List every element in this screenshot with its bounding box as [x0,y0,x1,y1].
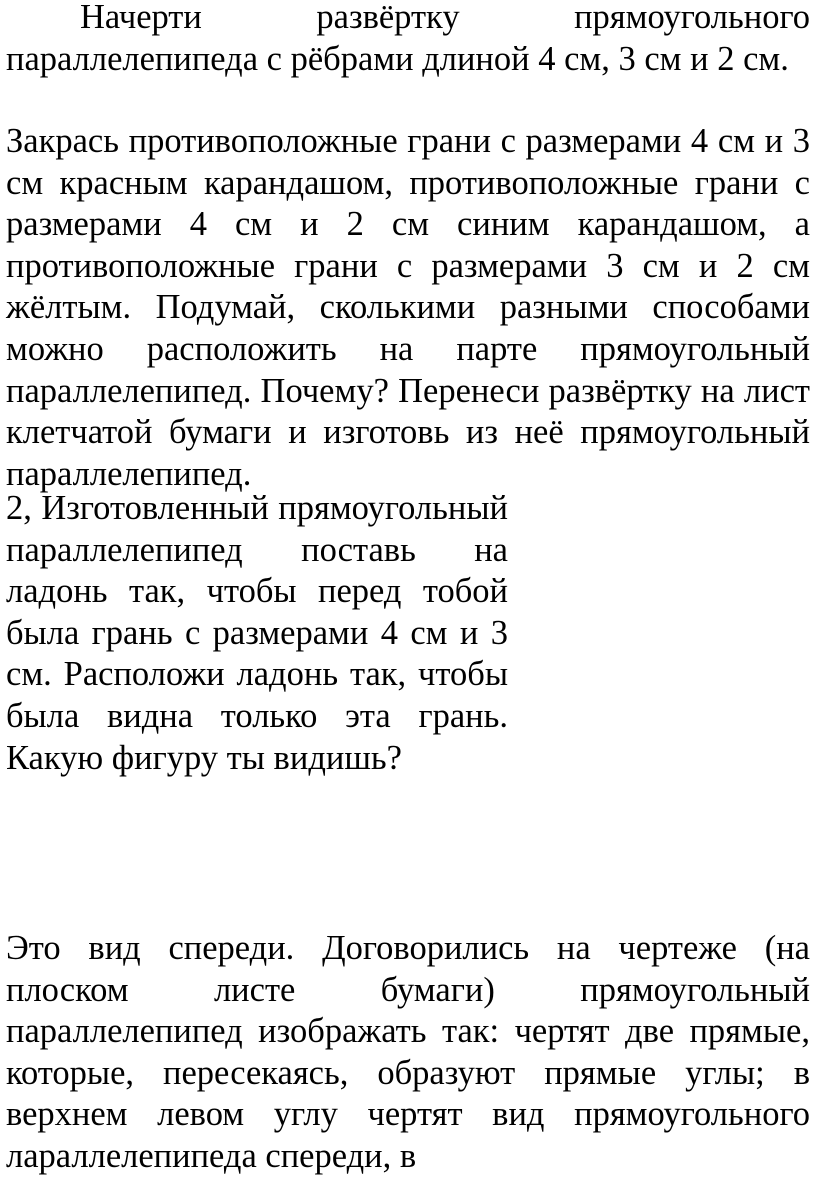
paragraph-palm-task: 2, Изготовленный прямоугольный параллелепипед поставь на ладонь так, чтобы перед тобой была грань с размерами 4 см и 3 см. Расположи ладонь так, чтобы была видна только эта грань. Какую фигуру ты видишь? [6,489,508,777]
paragraph-net-drawing-task: Начерти развёртку прямоугольного параллелепипеда с рёбрами длиной 4 см, 3 см и 2 см. [6,0,810,78]
paragraph-front-view: Это вид спереди. Договорились на чертеже (на плоском листе бумаги) прямоугольный параллелепипед изображать так: чертят две прямые, которые, пересекаясь, образуют прямые углы; в верхнем левом углу чертят вид прямоугольного лараллелепипеда спереди, в [6,929,810,1175]
paragraph-coloring-task: Закрась противоположные грани с размерами 4 см и 3 см красным карандашом, противоположные грани с размерами 4 см и 2 см синим карандашом, а противоположные грани с размерами 3 см и 2 см жёлтым. Подумай, сколькими разными способами можно расположить на парте прямоугольный параллелепипед. Почему? Перенеси развёртку на лист клетчатой бумаги и изготовь из неё прямоугольный параллелепипед. [6,122,810,493]
